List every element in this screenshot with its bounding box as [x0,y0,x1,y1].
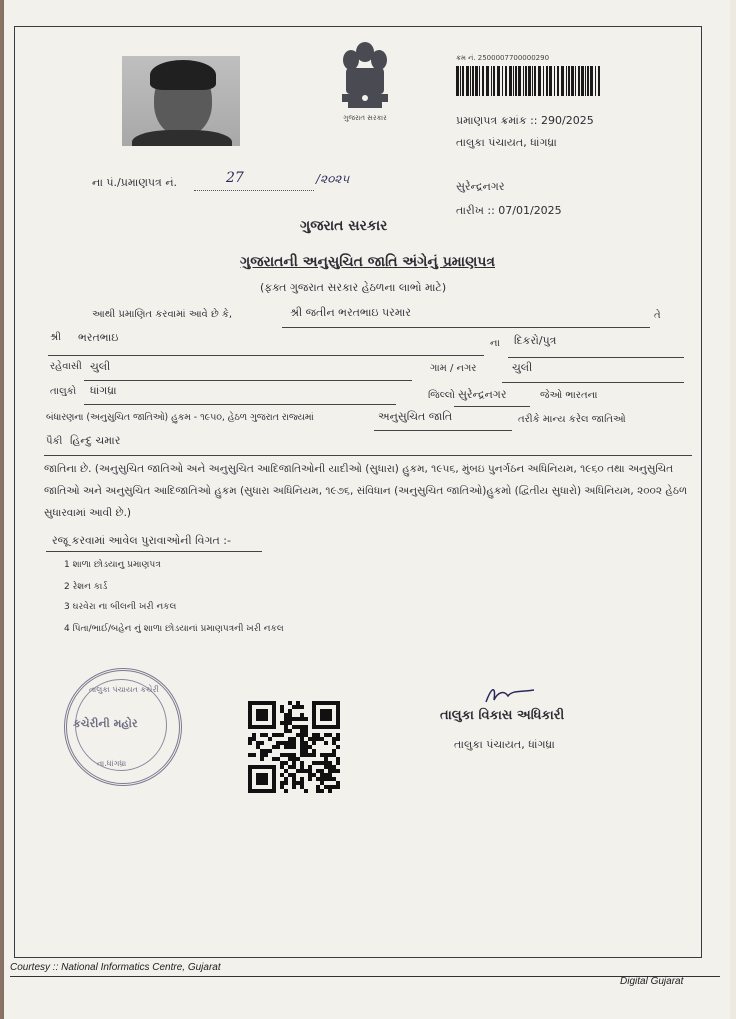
qr-module [256,773,268,785]
barcode-bar [491,66,492,96]
barcode-bar [486,66,489,96]
barcode-bar [479,66,480,96]
qr-module [300,705,304,709]
barcode-bar [575,66,576,96]
qr-module [300,761,304,765]
barcode-bar [538,66,541,96]
qr-module [332,777,336,781]
qr-module [320,773,324,777]
village-label: ગામ / નગર [430,363,477,374]
district-value: સુરેન્દ્રનગર [458,388,507,401]
taluka-underline [84,404,396,405]
qr-module [292,753,296,757]
qr-module [296,781,300,785]
barcode-bar [523,66,524,96]
qr-code [248,700,340,794]
qr-module [300,781,304,785]
qr-module [260,753,264,757]
qr-module [284,729,288,733]
photo-hair [150,60,216,90]
qr-module [300,749,304,753]
qr-module [292,773,296,777]
barcode-bar [466,66,469,96]
qr-module [324,757,328,761]
qr-module [260,757,264,761]
qr-module [316,733,320,737]
village-value: ચુલી [512,361,533,374]
qr-module [308,765,312,769]
qr-module [288,729,292,733]
certificate-number-label: પ્રમાણપત્ર ક્રમાંક :: [456,114,538,127]
qr-module [336,745,340,749]
qr-module [304,729,308,733]
qr-module [280,733,284,737]
qr-module [320,781,324,785]
qr-module [324,777,328,781]
qr-module [292,781,296,785]
qr-module [252,737,256,741]
documents-heading: રજૂ કરવામાં આવેલ પુરાવાઓની વિગત :- [52,534,231,547]
qr-module [284,777,288,781]
barcode-bar [493,66,495,96]
barcode-bar [515,66,517,96]
resident-label: રહેવાસી [50,361,82,372]
certificate-number [456,114,594,128]
qr-module [324,733,328,737]
qr-module [288,737,292,741]
certificate-number-value: 290/2025 [541,114,594,127]
qr-module [288,701,292,705]
qr-module [288,721,292,725]
qr-module [324,761,328,765]
qr-module [320,737,324,741]
outward-year: /૨૦૨૫ [316,172,350,186]
qr-module [292,777,296,781]
qr-module [292,757,296,761]
qr-module [312,741,316,745]
qr-module [288,741,292,745]
qr-module [288,717,292,721]
qr-module [308,753,312,757]
issue-date-value: 07/01/2025 [498,204,562,217]
relation-underline [508,357,684,358]
barcode-bar [598,66,600,96]
certify-prefix: આથી પ્રમાણિત કરવામાં આવે છે કે, [92,309,233,320]
qr-module [304,725,308,729]
caste-underline [44,455,692,456]
resident-value: ચુલી [90,360,111,373]
barcode-bar [546,66,548,96]
signature [482,682,538,706]
office-seal [64,668,182,786]
qr-module [264,753,268,757]
legal-paragraph: જાતિના છે. (અનુસુચિત જાતિઓ અને અનુસુચિત આદિજાતિઓની યાદીઓ (સુધારા) હુકમ, ૧૯૫૬, મુંબઇ પુનર્ગઠન અધિનિયમ, ૧૯૬૦ તથા અનુસુચિત જાતિઓ અને અનુસુચિત આદિજાતિઓ હુકમ (સુધારા અધિનિયમ, ૧૯૭૬, સંવિધાન (અનુસુચિત જાતિઓ)હુકમો (દ્વિતીય સુધારો) અધિનિયમ, ૨૦૦૨ હેઠળ સુધારવામાં આવી છે.) [44,463,688,519]
qr-module [320,709,332,721]
qr-module [332,765,336,769]
issue-date-label: તારીખ :: [456,204,495,217]
qr-module [288,765,292,769]
qr-module [316,761,320,765]
qr-module [300,737,304,741]
qr-module [284,721,288,725]
qr-module [300,725,304,729]
signatory-office: તાલુકા પંચાયત, ધાંગધ્રા [454,738,555,751]
outward-number-underline [194,190,314,191]
qr-module [304,753,308,757]
qr-module [280,741,284,745]
qr-module [268,749,272,753]
qr-module [252,753,256,757]
barcode-bar [532,66,533,96]
qr-module [292,761,296,765]
qr-module [312,753,316,757]
qr-module [336,781,340,785]
qr-module [308,745,312,749]
barcode [456,66,602,96]
qr-module [284,753,288,757]
photo-shirt [132,130,232,146]
qr-module [332,785,336,789]
qr-module [300,741,304,745]
qr-module [316,777,320,781]
qr-module [280,781,284,785]
outward-number-value: 27 [226,170,244,186]
qr-module [328,777,332,781]
barcode-bar [456,66,459,96]
qr-module [284,713,288,717]
resident-underline [84,380,412,381]
holder-name: શ્રી જતીન ભરતભાઇ પરમાર [290,306,411,319]
qr-module [308,769,312,773]
qr-module [256,745,260,749]
qr-module [312,737,316,741]
district-label: જિલ્લો [428,390,455,401]
seal-center-text: કચેરીની મહોર [73,717,138,730]
qr-module [320,789,324,793]
qr-module [328,765,332,769]
qr-module [288,753,292,757]
qr-module [284,745,288,749]
qr-module [328,733,332,737]
barcode-bar [497,66,500,96]
qr-module [276,745,280,749]
certify-suffix: તે [654,310,661,321]
qr-module [292,737,296,741]
qr-module [296,733,300,737]
qr-module [288,745,292,749]
qr-module [324,785,328,789]
qr-module [304,745,308,749]
qr-module [316,769,320,773]
seal-top-text: તાલુકા પંચાયત કચેરી [89,685,159,694]
qr-module [300,777,304,781]
qr-module [304,717,308,721]
qr-module [336,733,340,737]
barcode-bar [505,66,507,96]
qr-module [252,733,256,737]
barcode-bar [549,66,552,96]
signatory-designation: તાલુકા વિકાસ અધિકારી [440,708,565,723]
qr-module [248,753,252,757]
qr-module [320,761,324,765]
qr-module [316,785,320,789]
qr-module [276,741,280,745]
relation: દિકરો/પુત્ર [514,334,557,347]
certificate-subtitle: (ફક્ત ગુજરાત સરકાર હેઠળના લાભો માટે) [260,281,447,294]
barcode-bar [568,66,570,96]
qr-module [332,741,336,745]
seal-bottom-text: તા.ધાંગધ્રા [97,759,127,768]
barcode-bar [595,66,596,96]
qr-module [320,769,324,773]
qr-module [280,761,284,765]
qr-module [308,777,312,781]
issue-date [456,204,562,218]
qr-module [300,769,304,773]
qr-module [296,725,300,729]
barcode-bar [518,66,521,96]
barcode-bar [482,66,484,96]
barcode-bar [460,66,461,96]
qr-module [324,773,328,777]
qr-module [324,753,328,757]
qr-module [300,717,304,721]
qr-module [292,725,296,729]
qr-module [328,789,332,793]
qr-module [300,765,304,769]
qr-module [284,725,288,729]
barcode-bar [578,66,580,96]
qr-module [288,757,292,761]
holder-name-underline [282,327,650,328]
qr-module [272,757,276,761]
barcode-bar [525,66,527,96]
qr-module [308,737,312,741]
document-item: 4 પિતા/ભાઈ/બહેન નું શાળા છોડયાનાં પ્રમાણપત્રની ખરી નકલ [64,624,284,634]
qr-module [292,765,296,769]
father-name: ભરતભાઇ [78,331,119,344]
qr-module [304,733,308,737]
district-underline [454,406,530,407]
issuing-office: તાલુકા પંચાયત, ધાંગધ્રા [456,136,557,149]
qr-module [328,773,332,777]
barcode-bar [543,66,544,96]
qr-module [296,701,300,705]
barcode-bar [513,66,514,96]
qr-module [260,741,264,745]
qr-module [284,781,288,785]
document-item: 1 શાળા છોડયાનુ પ્રમાણપત્ર [64,560,161,570]
qr-module [292,745,296,749]
category-underline [374,430,512,431]
qr-module [284,789,288,793]
qr-module [288,773,292,777]
barcode-bar [534,66,536,96]
qr-module [312,749,316,753]
qr-module [328,753,332,757]
qr-module [260,749,264,753]
qr-module [292,705,296,709]
qr-module [328,761,332,765]
qr-module [272,733,276,737]
qr-module [264,733,268,737]
barcode-bar [528,66,531,96]
qr-module [268,737,272,741]
qr-module [300,753,304,757]
qr-module [320,753,324,757]
qr-module [328,769,332,773]
footer-brand: Digital Gujarat [620,976,684,987]
qr-module [304,749,308,753]
qr-module [288,713,292,717]
qr-module [304,741,308,745]
state-emblem-icon [334,38,396,124]
document-item: 2 રેશન કાર્ડ [64,582,108,592]
qr-module [292,741,296,745]
qr-module [280,773,284,777]
certificate-page [4,0,730,1019]
qr-module [292,785,296,789]
qr-module [316,789,320,793]
qr-module [248,741,252,745]
qr-module [248,737,252,741]
barcode-bar [557,66,559,96]
qr-module [284,769,288,773]
qr-module [272,745,276,749]
relation-prefix: ના [490,338,500,349]
caste-prefix: પૈકી [46,436,63,447]
barcode-bar [462,66,464,96]
emblem-caption: ગુજરાત સરકાર [343,114,387,122]
barcode-bar [587,66,589,96]
courtesy-text: Courtesy :: National Informatics Centre, Gujarat [10,962,221,973]
barcode-bar [561,66,564,96]
qr-module [296,705,300,709]
government-title: ગુજરાત સરકાર [300,218,388,234]
qr-module [276,733,280,737]
qr-module [284,761,288,765]
barcode-bar [502,66,503,96]
document-item: 3 ઘરવેરા ના બીલની ખરી નકલ [64,602,177,612]
qr-module [280,721,284,725]
qr-module [312,733,316,737]
barcode-bar [585,66,586,96]
qr-module [292,717,296,721]
barcode-bar [509,66,512,96]
qr-module [280,785,284,789]
qr-module [336,757,340,761]
qr-module [336,761,340,765]
qr-module [280,709,284,713]
qr-module [332,753,336,757]
category: અનુસુચિત જાતિ [378,410,453,423]
qr-module [324,741,328,745]
qr-module [280,705,284,709]
qr-module [316,737,320,741]
father-name-underline [48,355,484,356]
barcode-bar [475,66,478,96]
barcode-bar [554,66,555,96]
qr-module [300,745,304,749]
qr-module [300,713,304,717]
barcode-number: ક્રમ નં. 2500007700000290 [456,54,550,62]
qr-module [264,749,268,753]
qr-module [256,741,260,745]
qr-module [304,789,308,793]
caste: હિન્દુ ચમાર [70,434,121,447]
qr-module [280,753,284,757]
qr-module [332,749,336,753]
qr-module [300,733,304,737]
qr-module [284,741,288,745]
qr-module [280,765,284,769]
qr-module [312,773,316,777]
outward-number-label: ના પં./પ્રમાણપત્ર નં. [92,176,178,189]
qr-module [288,709,292,713]
certificate-title: ગુજરાતની અનુસુચિત જાતિ અંગેનું પ્રમાણપત્ર [240,254,496,270]
qr-module [324,765,328,769]
documents-heading-underline [46,551,262,552]
barcode-bar [571,66,574,96]
shri-label: શ્રી [50,332,62,343]
barcode-bar [470,66,471,96]
qr-module [336,737,340,741]
applicant-photo [122,56,240,146]
recognized-suffix: તરીકે માન્ય કરેલ જાતિઓ [518,414,626,425]
footer-rule [10,976,720,977]
barcode-bar [566,66,567,96]
qr-module [332,769,336,773]
qr-module [276,757,280,761]
qr-module [304,769,308,773]
qr-module [300,785,304,789]
taluka-label: તાલુકો [50,386,77,397]
barcode-bar [590,66,593,96]
barcode-bar [581,66,584,96]
taluka-value: ધાંગધ્રા [90,384,117,397]
district-header: સુરેન્દ્રનગર [456,180,505,193]
qr-module [284,717,288,721]
india-suffix: જેઓ ભારતના [540,390,598,401]
qr-module [320,777,324,781]
order-text: બંધારણના (અનુસુચિત જાતિઓ) હુકમ - ૧૯૫૦, હેઠળ ગુજરાત રાજ્યમાં [46,412,314,423]
qr-module [312,761,316,765]
barcode-bar [472,66,474,96]
qr-module [328,785,332,789]
qr-module [332,737,336,741]
qr-module [296,717,300,721]
qr-module [256,709,268,721]
qr-module [336,769,340,773]
qr-module [308,773,312,777]
qr-module [300,729,304,733]
qr-module [260,733,264,737]
qr-module [336,785,340,789]
qr-module [296,757,300,761]
qr-module [296,769,300,773]
village-underline [502,382,684,383]
